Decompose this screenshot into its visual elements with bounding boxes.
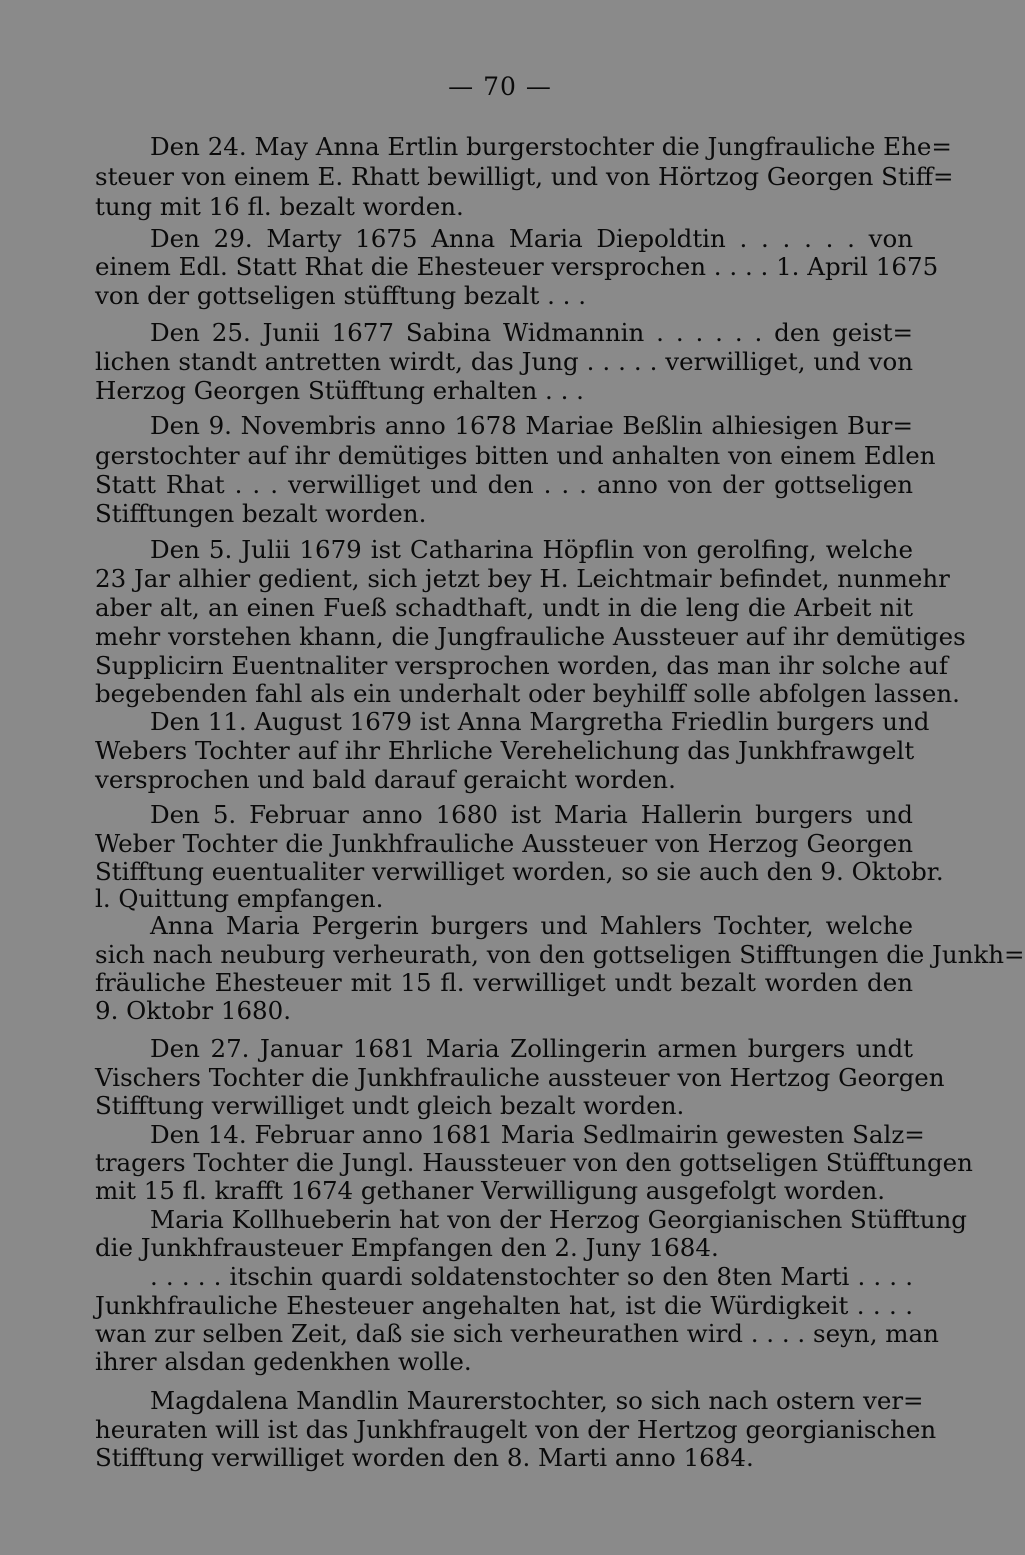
text-line: Den 29. Marty 1675 Anna Maria Diepoldtin . . . . . . von xyxy=(150,224,913,253)
text-line: Stifftung verwilliget worden den 8. Marti anno 1684. xyxy=(95,1443,754,1472)
text-line: Den 5. Julii 1679 ist Catharina Höpflin von gerolfing, welche xyxy=(150,535,913,564)
text-line: Weber Tochter die Junkhfrauliche Aussteuer von Herzog Georgen xyxy=(95,829,913,858)
text-line: aber alt, an einen Fueß schadthaft, undt in die leng die Arbeit nit xyxy=(95,593,913,622)
text-line: Anna Maria Pergerin burgers und Mahlers Tochter, welche xyxy=(150,911,913,940)
text-line: Den 14. Februar anno 1681 Maria Sedlmairin gewesten Salz= xyxy=(150,1120,925,1149)
text-line: Vischers Tochter die Junkhfrauliche aussteuer von Hertzog Georgen xyxy=(95,1063,945,1092)
text-line: Den 27. Januar 1681 Maria Zollingerin armen burgers undt xyxy=(150,1034,913,1063)
text-line: Den 9. Novembris anno 1678 Mariae Beßlin alhiesigen Bur= xyxy=(150,411,913,440)
text-line: mit 15 fl. krafft 1674 gethaner Verwilligung ausgefolgt worden. xyxy=(95,1176,886,1205)
text-line: . . . . . itschin quardi soldatenstochter so den 8ten Marti . . . . xyxy=(150,1262,913,1291)
text-line: von der gottseligen stüfftung bezalt . . . xyxy=(95,281,587,310)
text-line: Magdalena Mandlin Maurerstochter, so sich nach ostern ver= xyxy=(150,1386,924,1415)
text-line: Junkhfrauliche Ehesteuer angehalten hat, ist die Würdigkeit . . . . xyxy=(95,1291,913,1320)
text-line: die Junkhfrausteuer Empfangen den 2. Juny 1684. xyxy=(95,1233,719,1262)
text-line: Herzog Georgen Stüfftung erhalten . . . xyxy=(95,376,584,405)
text-line: lichen standt antretten wirdt, das Jung . . . . . verwilliget, und von xyxy=(95,347,913,376)
text-line: mehr vorstehen khann, die Jungfrauliche Aussteuer auf ihr demütiges xyxy=(95,622,966,651)
text-line: versprochen und bald darauf geraicht worden. xyxy=(95,765,676,794)
text-line: Den 11. August 1679 ist Anna Margretha Friedlin burgers und xyxy=(150,707,930,736)
text-line: Den 24. May Anna Ertlin burgerstochter die Jungfrauliche Ehe= xyxy=(150,132,952,161)
text-line: ihrer alsdan gedenkhen wolle. xyxy=(95,1347,472,1376)
text-line: 23 Jar alhier gedient, sich jetzt bey H. Leichtmair befindet, nunmehr xyxy=(95,564,950,593)
text-line: Supplicirn Euentnaliter versprochen worden, das man ihr solche auf xyxy=(95,651,949,680)
text-line: Den 25. Junii 1677 Sabina Widmannin . . . . . . den geist= xyxy=(150,318,913,347)
text-line: begebenden fahl als ein underhalt oder beyhilff solle abfolgen lassen. xyxy=(95,679,960,708)
text-line: tragers Tochter die Jungl. Haussteuer von den gottseligen Stüfftungen xyxy=(95,1148,973,1177)
text-line: sich nach neuburg verheurath, von den gottseligen Stifftungen die Junkh= xyxy=(95,940,1025,969)
text-line: gerstochter auf ihr demütiges bitten und anhalten von einem Edlen xyxy=(95,441,936,470)
text-line: Webers Tochter auf ihr Ehrliche Verehelichung das Junkhfrawgelt xyxy=(95,736,915,765)
text-line: Stifftung euentualiter verwilliget worden, so sie auch den 9. Oktobr. xyxy=(95,857,944,886)
text-line: heuraten will ist das Junkhfraugelt von der Hertzog georgianischen xyxy=(95,1415,937,1444)
page-number: — 70 — xyxy=(448,72,552,101)
text-line: einem Edl. Statt Rhat die Ehesteuer versprochen . . . . 1. April 1675 xyxy=(95,252,939,281)
text-line: 9. Oktobr 1680. xyxy=(95,996,292,1025)
text-line: Maria Kollhueberin hat von der Herzog Georgianischen Stüfftung xyxy=(150,1205,967,1234)
text-line: steuer von einem E. Rhatt bewilligt, und von Hörtzog Georgen Stiff= xyxy=(95,162,954,191)
text-line: tung mit 16 fl. bezalt worden. xyxy=(95,192,464,221)
text-line: Stifftung verwilliget undt gleich bezalt worden. xyxy=(95,1091,685,1120)
text-line: Statt Rhat . . . verwilliget und den . . . anno von der gottseligen xyxy=(95,470,913,499)
text-line: wan zur selben Zeit, daß sie sich verheurathen wird . . . . seyn, man xyxy=(95,1319,939,1348)
text-line: Den 5. Februar anno 1680 ist Maria Hallerin burgers und xyxy=(150,800,913,829)
text-line: l. Quittung empfangen. xyxy=(95,884,384,913)
text-line: Stifftungen bezalt worden. xyxy=(95,499,427,528)
text-line: fräuliche Ehesteuer mit 15 fl. verwilliget undt bezalt worden den xyxy=(95,968,913,997)
